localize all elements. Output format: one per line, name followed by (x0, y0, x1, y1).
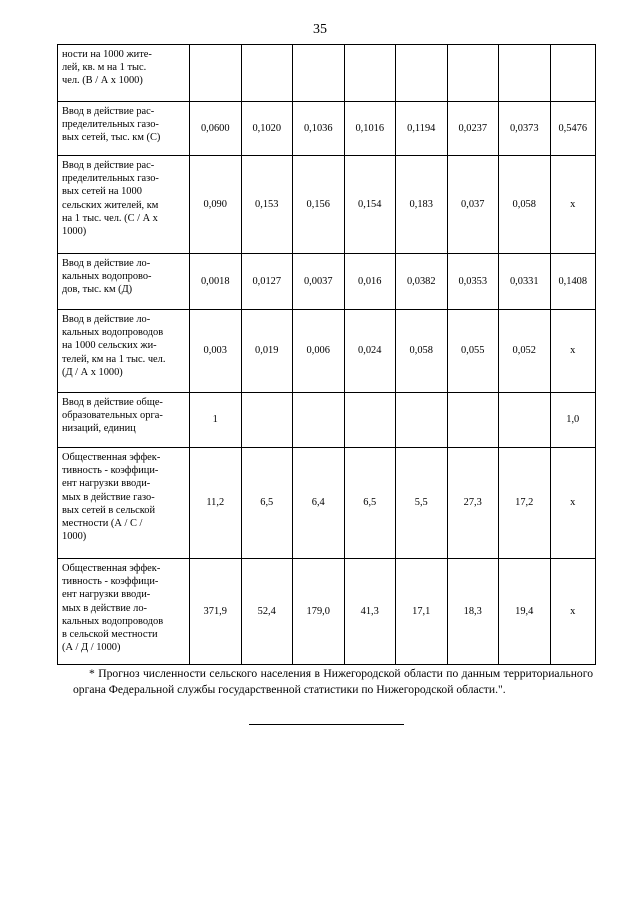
value-cell: 371,9 (190, 559, 242, 665)
value-cell: 0,037 (447, 156, 499, 254)
row-label (58, 254, 190, 310)
label-line: ент нагрузки вводи- (62, 589, 151, 601)
label-line: Ввод в действие рас- (62, 106, 155, 117)
value-cell: 0,058 (396, 310, 448, 393)
value-cell: 0,003 (190, 310, 242, 393)
value-cell: 52,4 (241, 559, 293, 665)
label-line: вых сетей, тыс. км (С) (62, 132, 161, 144)
label-line: (А / Д / 1000) (62, 642, 121, 654)
value-cell: 0,154 (344, 156, 396, 254)
value-cell: 6,5 (241, 448, 293, 559)
label-line: тивность - коэффици- (62, 465, 159, 477)
value-cell: 11,2 (190, 448, 242, 559)
label-line: мых в действие ло- (62, 602, 147, 614)
label-line: ности на 1000 жите- (62, 49, 152, 60)
value-cell: 0,0331 (499, 254, 551, 310)
label-line: в сельской местности (62, 629, 158, 641)
value-cell: 0,0018 (190, 254, 242, 310)
label-line: на 1 тыс. чел. (С / А х (62, 212, 158, 224)
value-cell: 0,0237 (447, 102, 499, 156)
label-line: Ввод в действие обще- (62, 397, 163, 408)
value-cell (293, 45, 345, 102)
value-cell: 0,0353 (447, 254, 499, 310)
row-label (58, 393, 190, 448)
page-number: 35 (313, 22, 327, 37)
label-line: Общественная эффек- (62, 563, 161, 574)
value-cell: 0,090 (190, 156, 242, 254)
value-cell: 0,0373 (499, 102, 551, 156)
row-label (58, 102, 190, 156)
value-cell: 0,1194 (396, 102, 448, 156)
label-line: низаций, единиц (62, 423, 136, 435)
value-cell: 41,3 (344, 559, 396, 665)
value-cell: 0,0037 (293, 254, 345, 310)
row-label (58, 559, 190, 665)
value-cell (447, 393, 499, 448)
value-cell (396, 393, 448, 448)
label-line: вых сетей в сельской (62, 504, 156, 516)
value-cell: х (550, 448, 596, 559)
value-cell (344, 45, 396, 102)
value-cell: 0,0382 (396, 254, 448, 310)
value-cell: 0,156 (293, 156, 345, 254)
end-rule (249, 724, 404, 725)
data-table (57, 44, 596, 665)
label-line: Общественная эффек- (62, 452, 161, 463)
value-cell: 27,3 (447, 448, 499, 559)
label-line: Ввод в действие ло- (62, 258, 151, 269)
value-cell: х (550, 310, 596, 393)
value-cell (396, 45, 448, 102)
label-line: местности (А / С / (62, 518, 143, 530)
table-row (58, 254, 596, 310)
table-row (58, 448, 596, 559)
footnote: * Прогноз численности сельского населения в Нижегородской области по данным территориального органа Федеральной службы государственной статистики по Нижегородской области.". (73, 667, 593, 696)
value-cell: х (550, 559, 596, 665)
label-line: образовательных орга- (62, 410, 163, 422)
value-cell: 1,0 (550, 393, 596, 448)
value-cell (241, 393, 293, 448)
value-cell: 19,4 (499, 559, 551, 665)
value-cell: 0,055 (447, 310, 499, 393)
value-cell: 0,1408 (550, 254, 596, 310)
value-cell: х (550, 156, 596, 254)
value-cell: 17,2 (499, 448, 551, 559)
label-line: кальных водопрово- (62, 271, 152, 283)
row-label (58, 156, 190, 254)
label-line: тивность - коэффици- (62, 576, 159, 588)
value-cell: 0,153 (241, 156, 293, 254)
value-cell: 0,0127 (241, 254, 293, 310)
value-cell: 0,024 (344, 310, 396, 393)
row-label (58, 310, 190, 393)
row-label (58, 448, 190, 559)
label-line: Ввод в действие рас- (62, 160, 155, 171)
value-cell: 1 (190, 393, 242, 448)
table-row (58, 393, 596, 448)
table-row (58, 102, 596, 156)
table-row (58, 559, 596, 665)
label-line: дов, тыс. км (Д) (62, 284, 133, 296)
label-line: вых сетей на 1000 (62, 186, 142, 198)
value-cell (499, 45, 551, 102)
value-cell: 0,1036 (293, 102, 345, 156)
value-cell: 5,5 (396, 448, 448, 559)
table-row (58, 310, 596, 393)
value-cell: 6,4 (293, 448, 345, 559)
label-line: кальных водопроводов (62, 615, 164, 627)
label-line: 1000) (62, 226, 87, 238)
value-cell: 0,006 (293, 310, 345, 393)
value-cell: 0,016 (344, 254, 396, 310)
row-label (58, 45, 190, 102)
label-line: пределительных газо- (62, 119, 159, 131)
value-cell (241, 45, 293, 102)
label-line: Ввод в действие ло- (62, 314, 151, 325)
value-cell: 0,052 (499, 310, 551, 393)
value-cell: 18,3 (447, 559, 499, 665)
label-line: лей, кв. м на 1 тыс. (62, 62, 147, 74)
value-cell: 0,0600 (190, 102, 242, 156)
table-row (58, 45, 596, 102)
label-line: телей, км на 1 тыс. чел. (62, 353, 166, 365)
value-cell: 6,5 (344, 448, 396, 559)
value-cell (550, 45, 596, 102)
value-cell: 0,1020 (241, 102, 293, 156)
label-line: мых в действие газо- (62, 491, 155, 503)
value-cell: 0,058 (499, 156, 551, 254)
table-row (58, 156, 596, 254)
value-cell: 0,183 (396, 156, 448, 254)
value-cell: 0,1016 (344, 102, 396, 156)
value-cell (190, 45, 242, 102)
label-line: сельских жителей, км (62, 199, 159, 211)
label-line: чел. (В / А х 1000) (62, 75, 143, 87)
label-line: на 1000 сельских жи- (62, 340, 157, 352)
value-cell (344, 393, 396, 448)
value-cell (293, 393, 345, 448)
value-cell: 17,1 (396, 559, 448, 665)
value-cell (447, 45, 499, 102)
label-line: 1000) (62, 531, 87, 543)
value-cell: 0,019 (241, 310, 293, 393)
value-cell: 179,0 (293, 559, 345, 665)
label-line: (Д / А х 1000) (62, 366, 123, 378)
label-line: ент нагрузки вводи- (62, 478, 151, 490)
label-line: пределительных газо- (62, 173, 159, 185)
value-cell: 0,5476 (550, 102, 596, 156)
value-cell (499, 393, 551, 448)
label-line: кальных водопроводов (62, 327, 164, 339)
